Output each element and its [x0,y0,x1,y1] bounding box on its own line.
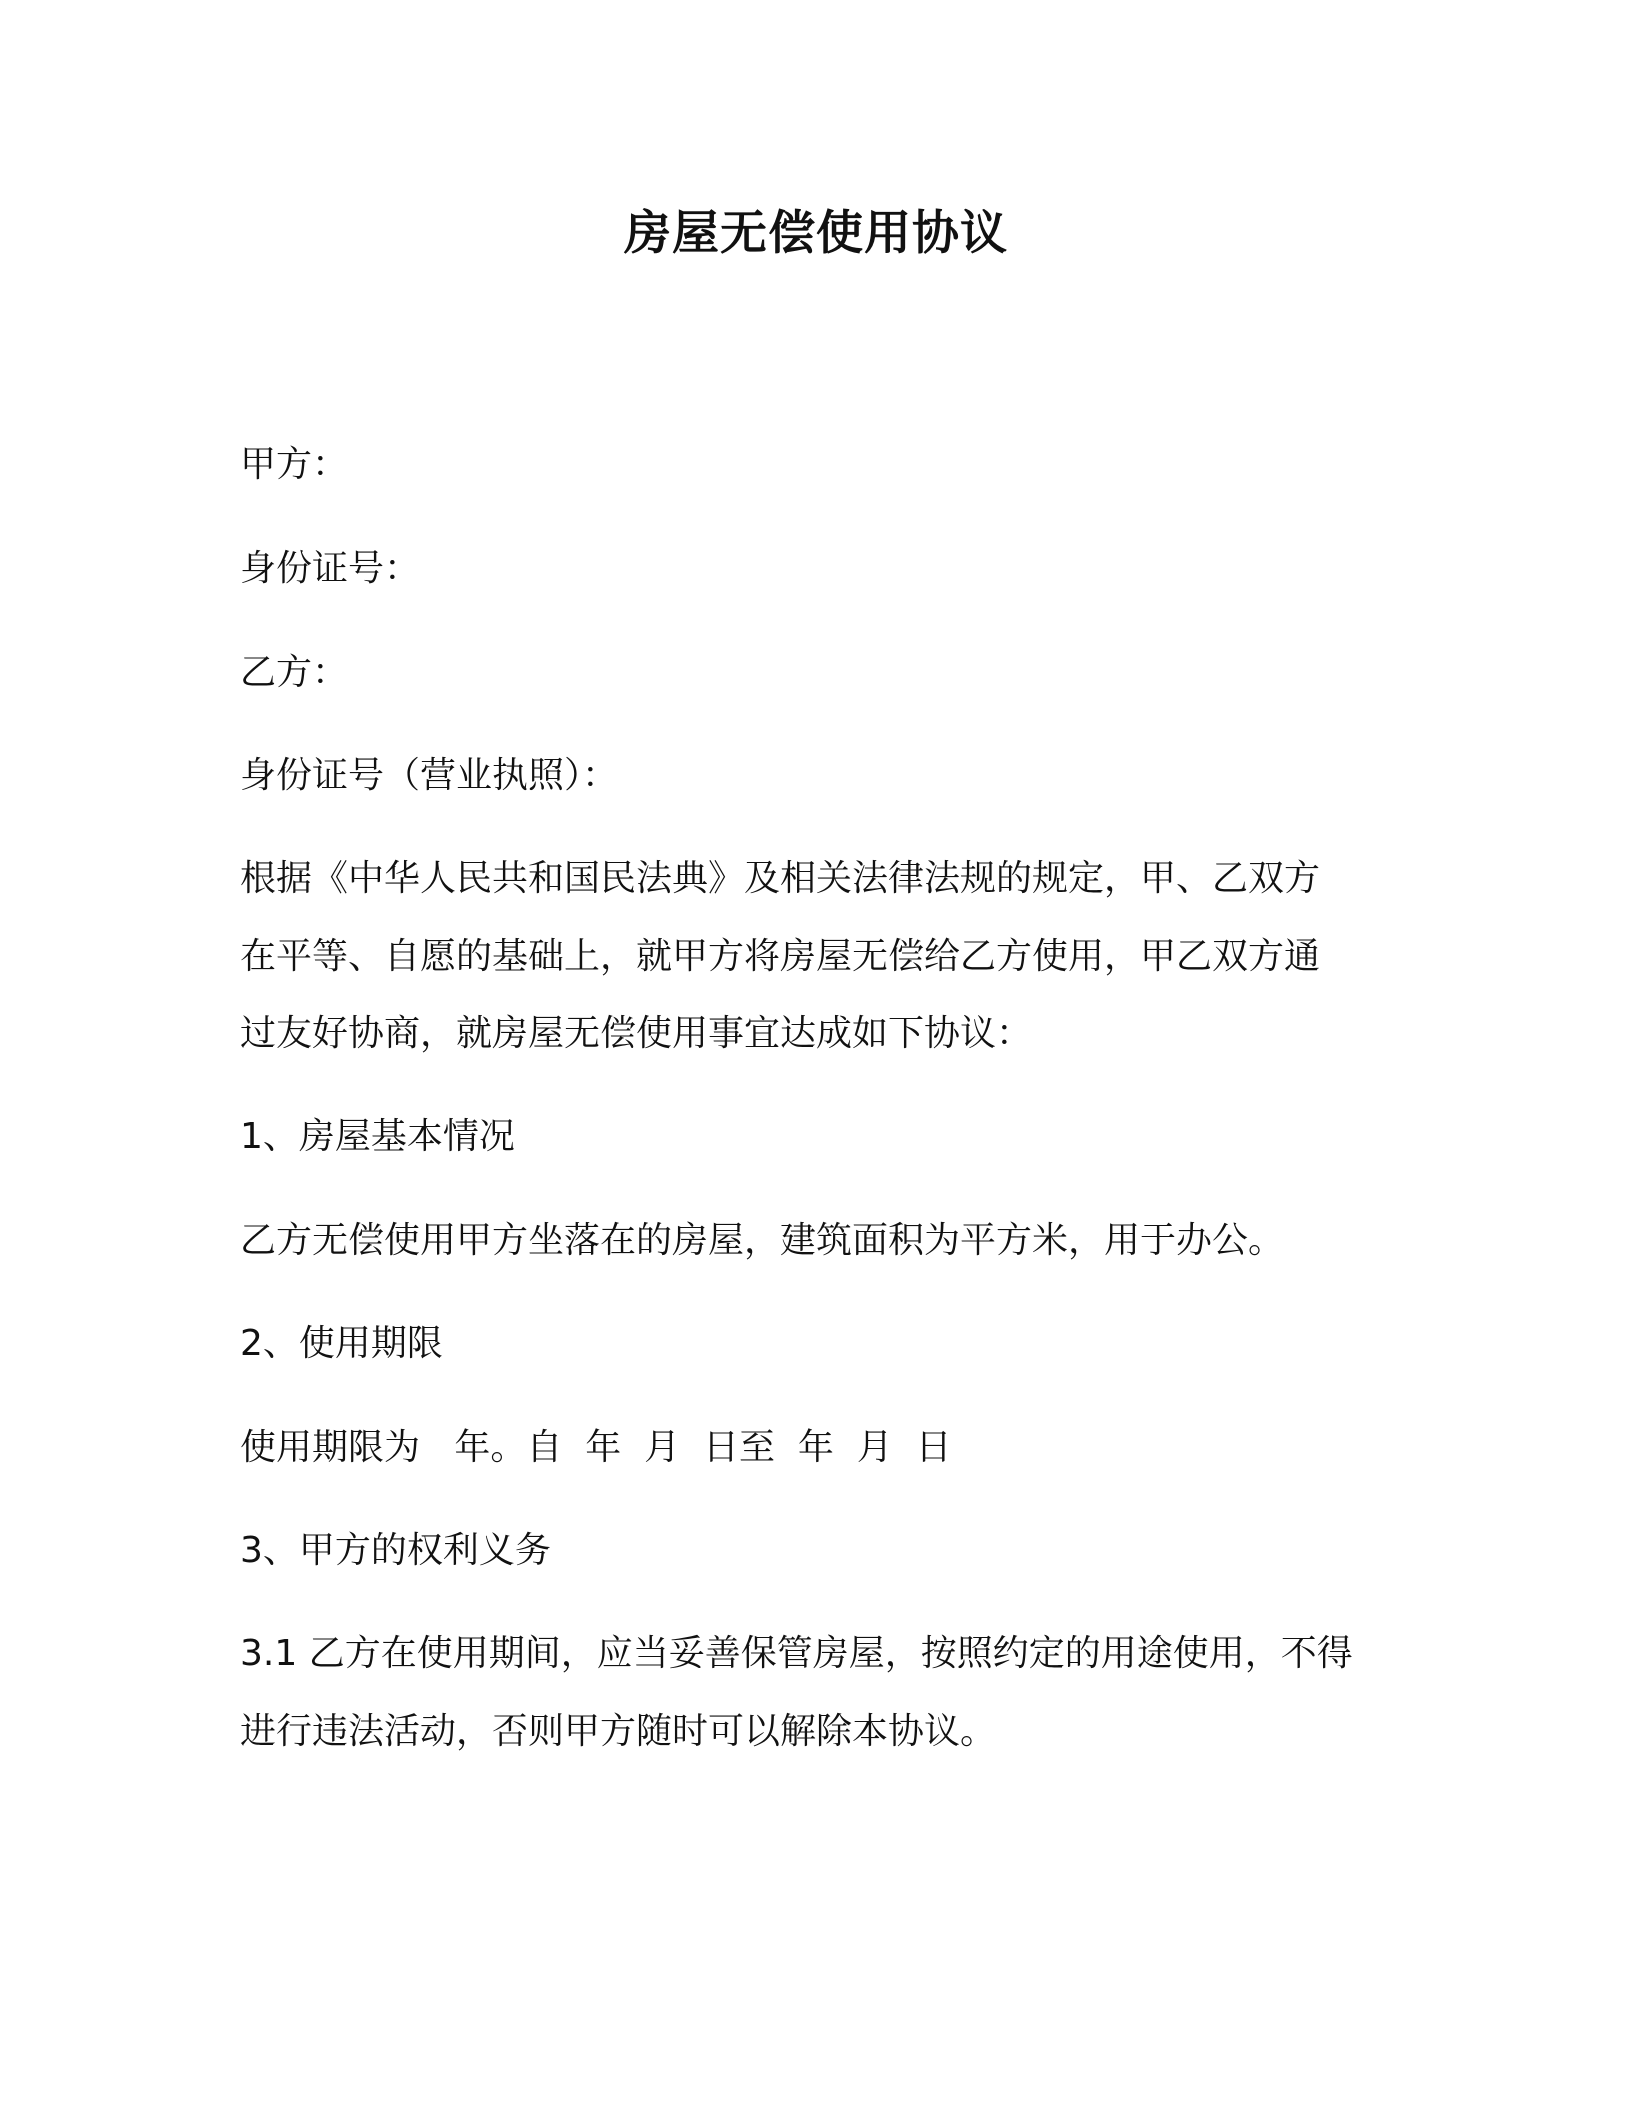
preamble-line: 根据《中华人民共和国民法典》及相关法律法规的规定，甲、乙双方 [240,858,1321,899]
section-heading: 1、房屋基本情况 [240,1116,515,1157]
preamble-line: 在平等、自愿的基础上，就甲方将房屋无偿给乙方使用，甲乙双方通 [240,936,1321,977]
party-a-id-label: 身份证号： [240,548,421,589]
party-a-label: 甲方： [240,444,349,485]
party-b-id-label: 身份证号（营业执照）： [240,755,619,796]
document-title: 房屋无偿使用协议 [624,206,1008,261]
section-body-line: 乙方无偿使用甲方坐落在的房屋，建筑面积为平方米，用于办公。 [240,1220,1285,1261]
party-b-label: 乙方： [240,652,349,693]
section-heading: 2、使用期限 [240,1323,443,1364]
section-body-line: 3.1 乙方在使用期间，应当妥善保管房屋，按照约定的用途使用，不得 [240,1633,1353,1674]
preamble-line: 过友好协商，就房屋无偿使用事宜达成如下协议： [240,1013,1033,1054]
section-body-line: 进行违法活动，否则甲方随时可以解除本协议。 [240,1711,997,1752]
section-body-line: 使用期限为 年。自 年 月 日至 年 月 日 [240,1427,952,1468]
section-heading: 3、甲方的权利义务 [240,1530,551,1571]
